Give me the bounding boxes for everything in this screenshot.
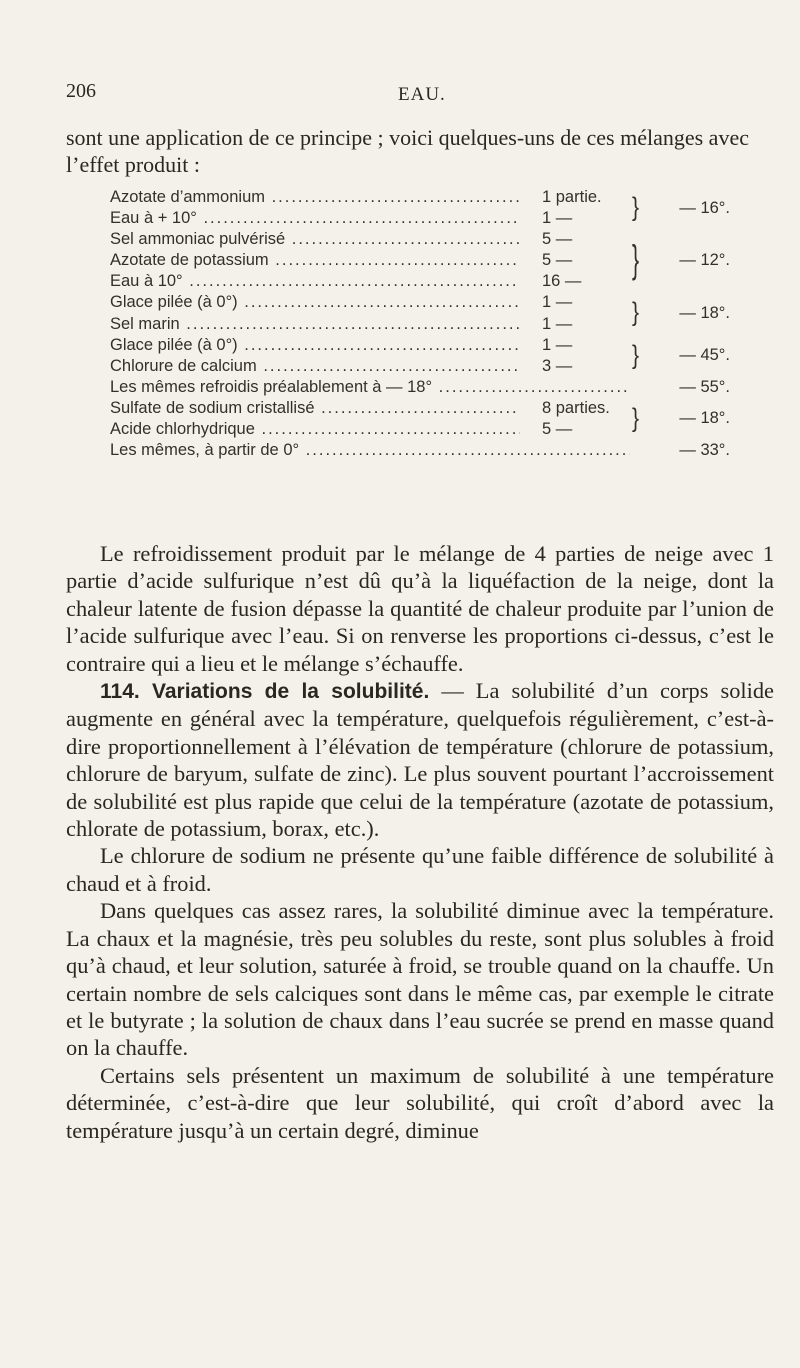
ingredient-quantity: 1 partie. — [538, 187, 630, 208]
mixture-result: — 16°. — [640, 198, 730, 219]
ingredient-quantity: 16 — — [538, 271, 630, 292]
ingredient-quantity: 5 — — [538, 250, 630, 271]
mixture-result: — 12°. — [640, 250, 730, 271]
mixture-group — [110, 292, 730, 334]
brace: } — [632, 239, 640, 282]
mixture-group — [110, 229, 730, 292]
body-text — [66, 540, 774, 1144]
ingredient-name: Acide chlorhydrique ..... — [110, 419, 520, 440]
paragraph-chlorure-sodium: Le chlorure de sodium ne présente qu’une faible différence de solubilité à chaud et à froid. — [66, 843, 774, 896]
mixture-group — [110, 440, 730, 461]
mixture-result: — 33°. — [640, 440, 730, 461]
ingredient-quantity: 1 — — [538, 208, 630, 229]
ingredient-name: Sel ammoniac pulvérisé ..... — [110, 229, 520, 250]
ingredient-quantity: 5 — — [538, 229, 630, 250]
ingredient-name: Chlorure de calcium ..... — [110, 356, 520, 377]
ingredient-name: Les mêmes, à partir de 0° ..... — [110, 440, 630, 461]
ingredient-name: Glace pilée (à 0°) ..... — [110, 335, 520, 356]
ingredient-name: Azotate de potassium ..... — [110, 250, 520, 271]
paragraph-section-114 — [66, 677, 774, 842]
mixture-result: — 18°. — [640, 408, 730, 429]
ingredient-name: Les mêmes refroidis préalablement à — 18° ..... — [110, 377, 630, 398]
mixture-result: — 18°. — [640, 303, 730, 324]
brace: } — [632, 193, 640, 222]
mixture-group — [110, 335, 730, 377]
section-text: — La solubilité d’un corps solide augmente en général avec la température, quelquefois régulièrement, c’est-à-dire proportionnellement à l’élévation de température (chlorure de potassium, chlorure de baryum, sulfate de zinc). Le plus souvent pourtant l’accroissement de solubilité est plus rapide que celui de la température (azotate de potassium, chlorate de potassium, borax, etc.). — [66, 678, 774, 842]
ingredient-name: Glace pilée (à 0°) ..... — [110, 292, 520, 313]
ingredient-name: Eau à + 10° ..... — [110, 208, 520, 229]
mixture-group — [110, 398, 730, 440]
intro-text: sont une application de ce principe ; voici quelques-uns de ces mélanges avec l’effet produit : — [66, 125, 749, 177]
ingredient-quantity: 8 parties. — [538, 398, 630, 419]
paragraph-maximum-solubilite: Certains sels présentent un maximum de solubilité à une température déterminée, c’est-à-dire que leur solubilité, qui croît d’abord avec la température jusqu’à un certain degré, diminue — [66, 1062, 774, 1143]
ingredient-name: Sulfate de sodium cristallisé ..... — [110, 398, 520, 419]
paragraph-solubilite-diminue: Dans quelques cas assez rares, la solubilité diminue avec la température. La chaux et la magnésie, très peu solubles du reste, sont plus solubles à froid qu’à chaud, et leur solution, saturée à froid, se trouble quand on la chauffe. Un certain nombre de sels calciques sont dans le même cas, par exemple le citrate et le butyrate ; la solution de chaux dans l’eau sucrée se prend en masse quand on la chauffe. — [66, 898, 774, 1061]
ingredient-name: Azotate d’ammonium ..... — [110, 187, 520, 208]
ingredient-quantity: 1 — — [538, 292, 630, 313]
running-head: EAU. — [398, 84, 446, 105]
brace: } — [632, 340, 640, 370]
ingredient-quantity: 5 — — [538, 419, 630, 440]
brace: } — [632, 404, 640, 433]
ingredient-quantity: 3 — — [538, 356, 630, 377]
mixture-result: — 45°. — [640, 345, 730, 366]
brace: } — [632, 298, 640, 328]
ingredient-name: Sel marin ..... — [110, 314, 520, 335]
mixture-result: — 55°. — [640, 377, 730, 398]
paragraph-refroidissement: Le refroidissement produit par le mélange de 4 parties de neige avec 1 partie d’acide sulfurique n’est dû qu’à la liquéfaction de la neige, dont la chaleur latente de fusion dépasse la quantité de chaleur produite par l’union de l’acide sulfurique avec l’eau. Si on renverse les proportions ci-dessus, c’est le contraire qui a lieu et le mélange s’échauffe. — [66, 541, 774, 676]
mixture-row — [110, 440, 730, 461]
page-number: 206 — [66, 80, 96, 102]
ingredient-name: Eau à 10° ..... — [110, 271, 520, 292]
mixtures-table — [110, 187, 730, 461]
ingredient-quantity: 1 — — [538, 335, 630, 356]
section-title: 114. Variations de la solubilité. — [100, 680, 430, 704]
ingredient-quantity: 1 — — [538, 314, 630, 335]
